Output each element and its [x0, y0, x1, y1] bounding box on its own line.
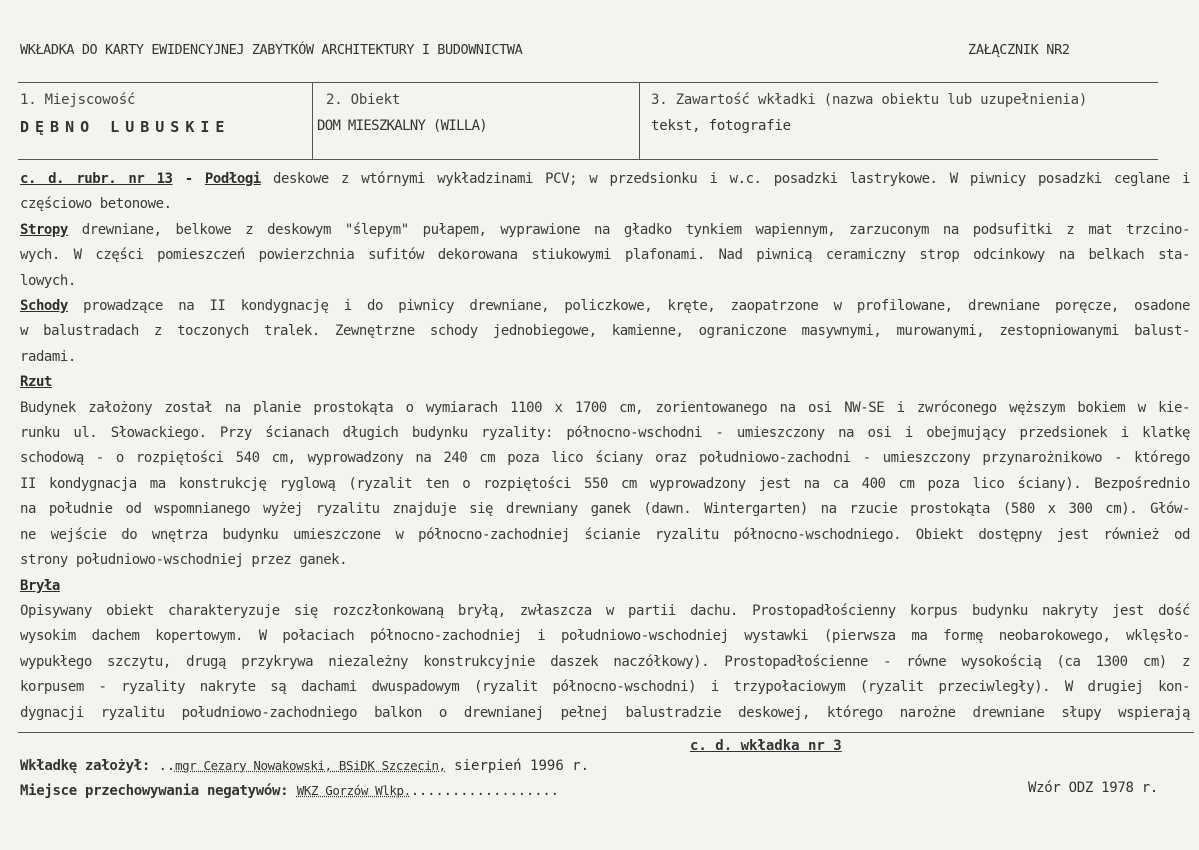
place-label: 1. Miejscowość: [20, 92, 136, 108]
body-line: [20, 218, 1190, 243]
author-date: sierpień 1996 r.: [445, 758, 590, 774]
body-line: II kondygnacja ma konstrukcję ryglową (ryzalit ten o rozpiętości 550 cm wyprowadzony jest na ca 400 cm poza lico ściany). Bezpośrednio: [20, 475, 1190, 492]
column-divider-1: [312, 82, 313, 159]
table-top-border: [18, 82, 1158, 83]
separator: -: [172, 171, 205, 187]
body-line: wych. W części pomieszczeń powierzchnia sufitów dekorowana stiukowymi plafonami. Nad piwnicą ceramiczny strop odcinkowy na belkach sta-: [20, 247, 1190, 264]
continuation-note: [690, 738, 842, 754]
body-line: schodową - o rozpiętości 540 cm, wyprowadzony na 240 cm poza lico ściany oraz południowo-zachodni - umieszczony przynarożnikowo - którego: [20, 450, 1190, 467]
body-line: wysokim dachem kopertowym. W połaciach północno-zachodniej i południowo-wschodniej wystawki (pierwsza ma formę neobarokowego, wklęsło-: [20, 628, 1190, 645]
footer-divider: [18, 732, 1194, 733]
body-line: radami.: [20, 348, 76, 365]
floors-text: deskowe z wtórnymi wykładzinami PCV; w przedsionku i w.c. posadzki lastrykowe. W piwnicy posadzki ceglane i: [260, 171, 1191, 187]
heading-massing: Bryła: [20, 577, 60, 594]
body-line: korpusem - ryzality nakryte są dachami dwuspadowym (ryzalit północno-wschodni) i trzypołaciowym (ryzalit przeciwległy). W drugiej kon-: [20, 679, 1190, 696]
description-body: [20, 167, 1190, 726]
document-title: WKŁADKA DO KARTY EWIDENCYJNEJ ZABYTKÓW ARCHITEKTURY I BUDOWNICTWA: [20, 42, 523, 58]
stairs-text: prowadzące na II kondygnację i do piwnicy drewniane, policzkowe, kręte, zaopatrzone w profilowane, drewniane poręcze, osadone: [67, 298, 1190, 315]
storage-value: WKZ Gorzów Wlkp.: [296, 783, 411, 798]
place-value: DĘBNO LUBUSKIE: [20, 118, 231, 136]
author-value: mgr Cezary Nowakowski, BSiDK Szczecin,: [174, 758, 446, 773]
object-label: 2. Obiekt: [326, 92, 401, 108]
storage-dots: ..................: [410, 783, 559, 799]
body-line: strony południowo-wschodniej przez ganek.: [20, 552, 348, 569]
storage-label: Miejsce przechowywania negatywów:: [20, 783, 289, 799]
object-value: DOM MIESZKALNY (WILLA): [317, 118, 488, 134]
author-row: [20, 758, 589, 774]
body-line: lowych.: [20, 272, 76, 289]
ceilings-text: drewniane, belkowe z deskowym "ślepym" pułapem, wyprawione na gładko tynkiem wapiennym, zarzuconym na podsufitki z mat trzcino-: [67, 221, 1190, 238]
content-value: tekst, fotografie: [651, 118, 791, 134]
body-line: częściowo betonowe.: [20, 196, 172, 213]
body-line: runku ul. Słowackiego. Przy ścianach długich budynku ryzality: północno-wschodni - umieszczony na osi i obejmujący przedsionek i klatkę: [20, 425, 1190, 442]
body-line: w balustradach z toczonych tralek. Zewnętrzne schody jednobiegowe, kamienne, ograniczone masywnymi, murowanymi, zestopniowanymi balust-: [20, 323, 1190, 340]
storage-row: [20, 783, 559, 799]
author-label: Wkładkę założył:: [20, 758, 151, 774]
body-line: [20, 370, 1190, 395]
form-template: Wzór ODZ 1978 r.: [1028, 780, 1159, 796]
body-line: dygnacji ryzalitu południowo-zachodniego balkon o drewnianej pełnej balustradzie deskowej, którego narożne drewniane słupy wspierają: [20, 704, 1190, 721]
continuation-text: c. d. wkładka nr 3: [690, 738, 842, 754]
heading-ceilings: Stropy: [20, 221, 68, 238]
body-line: Budynek założony został na planie prostokąta o wymiarach 1100 x 1700 cm, zorientowanego na osi NW-SE i zwróconego węższym bokiem w kie-: [20, 399, 1190, 416]
body-line: na południe od wspomnianego wyżej ryzalitu znajduje się drewniany ganek (dawn. Wintergarten) na rzucie prostokąta (580 x 300 cm). Głów-: [20, 501, 1190, 518]
body-line: wypukłego szczytu, drugą przykrywa niezależny konstrukcyjnie daszek naczółkowy). Prostopadłościenne - równe wysokością (ca 1300 cm) z: [20, 653, 1190, 670]
body-line: ne wejście do wnętrza budynku umieszczone w północno-zachodniej ścianie ryzalitu północno-wschodniego. Obiekt dostępny jest również od: [20, 526, 1190, 543]
author-dots: ..: [158, 758, 175, 774]
body-line: Opisywany obiekt charakteryzuje się rozczłonkowaną bryłą, zwłaszcza w partii dachu. Prostopadłościenny korpus budynku nakryty jest dość: [20, 602, 1190, 619]
heading-plan: Rzut: [20, 374, 52, 391]
table-bottom-border: [18, 159, 1158, 160]
column-divider-2: [639, 82, 640, 159]
body-line: [20, 574, 1190, 599]
body-line: [20, 167, 1190, 192]
annex-number: ZAŁĄCZNIK NR2: [968, 42, 1070, 58]
heading-stairs: Schody: [20, 298, 68, 315]
heading-floors: Podłogi: [204, 171, 261, 187]
body-line: [20, 294, 1190, 319]
section-ref: c. d. rubr. nr 13: [20, 171, 173, 187]
content-label: 3. Zawartość wkładki (nazwa obiektu lub uzupełnienia): [651, 92, 1088, 108]
